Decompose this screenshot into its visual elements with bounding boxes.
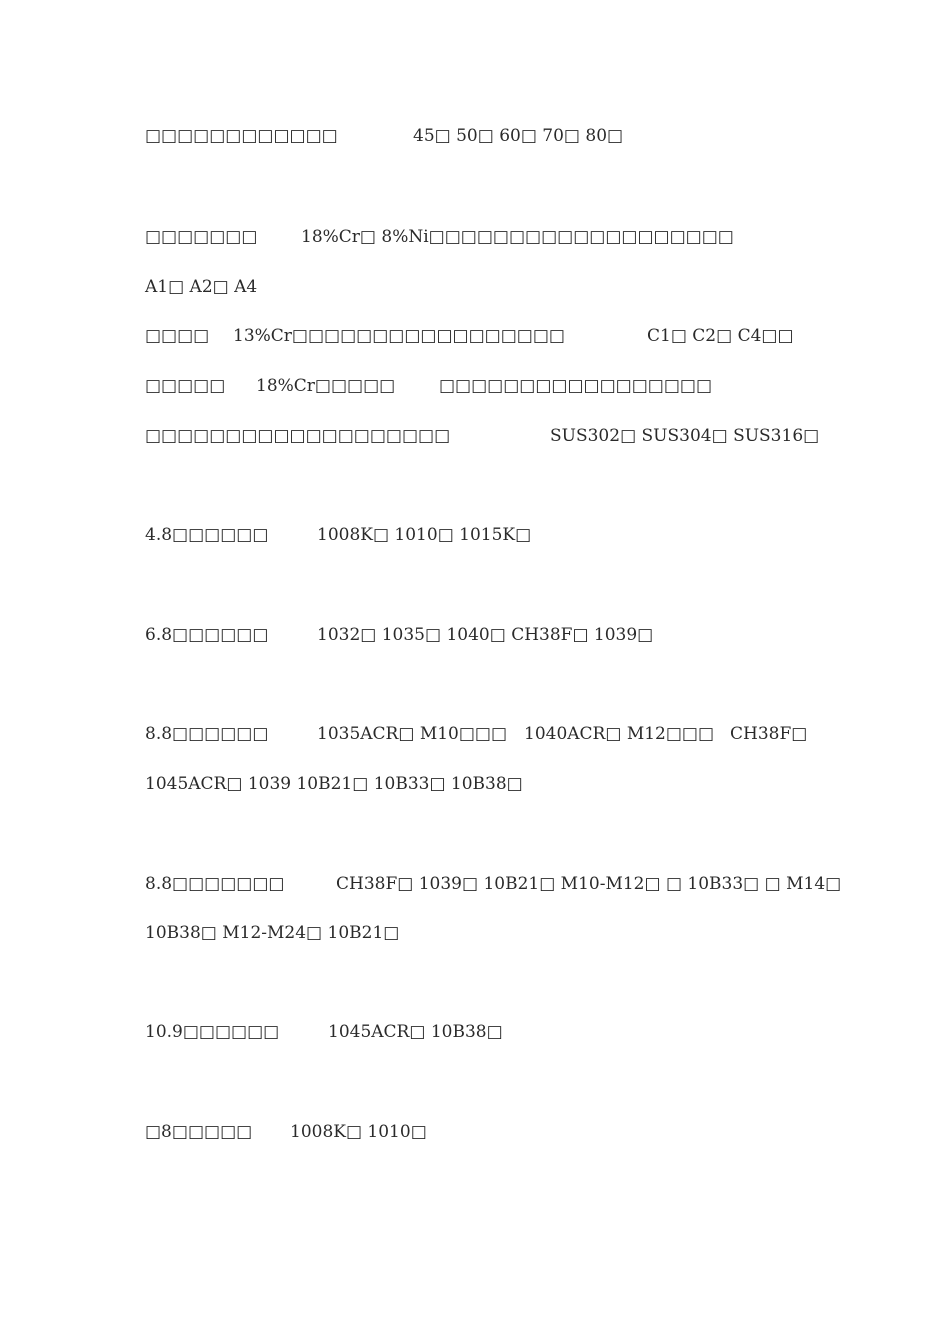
line-label: 1045ACR□ 1039 10B21□ 10B33□ 10B38□ <box>145 774 523 794</box>
line-value: 45□ 50□ 60□ 70□ 80□ <box>413 126 624 146</box>
line-value: 1032□ 1035□ 1040□ CH38F□ 1039□ <box>317 625 654 645</box>
text-line-10 <box>145 773 523 839</box>
line-extra2: CH38F□ <box>730 724 808 744</box>
line-extra: C1□ C2□ C4□□ <box>647 326 794 346</box>
line-label: □8□□□□□ <box>145 1122 253 1142</box>
line-label: □□□□ <box>145 326 210 346</box>
text-line-12 <box>145 922 400 988</box>
text-line-8 <box>145 624 654 712</box>
text-line-6 <box>145 425 820 513</box>
text-line-7 <box>145 524 532 612</box>
line-value: 1008K□ 1010□ 1015K□ <box>317 525 532 545</box>
line-value: SUS302□ SUS304□ SUS316□ <box>550 426 820 446</box>
text-line-1 <box>145 125 624 213</box>
line-extra: 1040ACR□ M12□□□ <box>524 724 715 744</box>
line-label: 10B38□ M12-M24□ 10B21□ <box>145 923 400 943</box>
line-value: 18%Cr□ 8%Ni□□□□□□□□□□□□□□□□□□□ <box>301 227 734 247</box>
line-label: □□□□□□□□□□□□ <box>145 126 338 146</box>
line-value: 18%Cr□□□□□ <box>256 376 396 396</box>
text-line-13 <box>145 1021 503 1109</box>
line-label: 8.8□□□□□□ <box>145 724 269 744</box>
line-label: 8.8□□□□□□□ <box>145 874 285 894</box>
line-label: □□□□□ <box>145 376 226 396</box>
line-value: 1035ACR□ M10□□□ <box>317 724 508 744</box>
line-value: 13%Cr□□□□□□□□□□□□□□□□□ <box>233 326 565 346</box>
line-label: 4.8□□□□□□ <box>145 525 269 545</box>
line-label: □□□□□□□ <box>145 227 258 247</box>
line-label: □□□□□□□□□□□□□□□□□□□ <box>145 426 451 446</box>
text-line-14 <box>145 1121 427 1209</box>
line-label: 10.9□□□□□□ <box>145 1022 280 1042</box>
line-label: A1□ A2□ A4 <box>145 277 258 297</box>
line-value: 1045ACR□ 10B38□ <box>328 1022 503 1042</box>
line-value: 1008K□ 1010□ <box>290 1122 427 1142</box>
line-extra: □□□□□□□□□□□□□□□□□ <box>439 376 713 396</box>
line-label: 6.8□□□□□□ <box>145 625 269 645</box>
line-value: CH38F□ 1039□ 10B21□ M10-M12□ □ 10B33□ □ M14□ <box>336 874 842 894</box>
